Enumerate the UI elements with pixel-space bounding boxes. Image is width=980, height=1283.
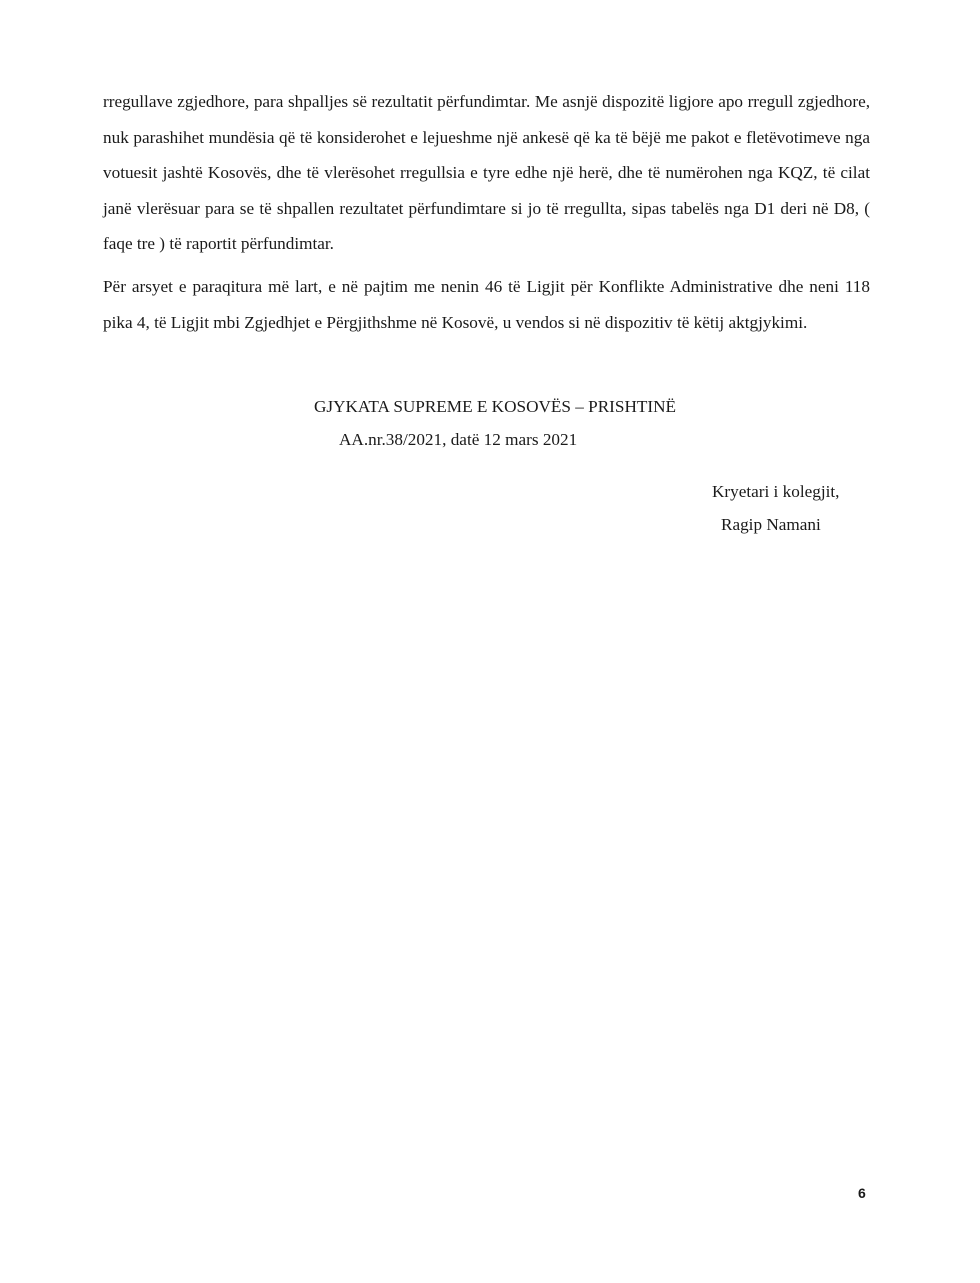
body-paragraph-1: rregullave zgjedhore, para shpalljes së rezultatit përfundimtar. Me asnjë dispozitë ligjore apo rregull zgjedhore, nuk parashihet mundësia që të konsiderohet e lejueshme një ankesë që ka të bëjë me pakot e fletëvotimeve nga votuesit jashtë Kosovës, dhe të vlerësohet rregullsia e tyre edhe një herë, dhe të numërohen nga KQZ, të cilat janë vlerësuar para se të shpallen rezultatet përfundimtare si jo të rregullta, sipas tabelës nga D1 deri në D8, ( faqe tre ) të raportit përfundimtar. xyxy=(103,92,870,253)
court-name: GJYKATA SUPREME E KOSOVËS – PRISHTINË xyxy=(314,397,676,416)
case-reference: AA.nr.38/2021, datë 12 mars 2021 xyxy=(339,430,578,449)
page-number: 6 xyxy=(858,1185,866,1201)
body-paragraph-2: Për arsyet e paraqitura më lart, e në pajtim me nenin 46 të Ligjit për Konflikte Administrative dhe neni 118 pika 4, të Ligjit mbi Zgjedhjet e Përgjithshme në Kosovë, u vendos si në dispozitiv të këtij aktgjykimi. xyxy=(103,277,870,332)
signature-title: Kryetari i kolegjit, xyxy=(712,482,840,501)
signature-name: Ragip Namani xyxy=(721,515,821,534)
